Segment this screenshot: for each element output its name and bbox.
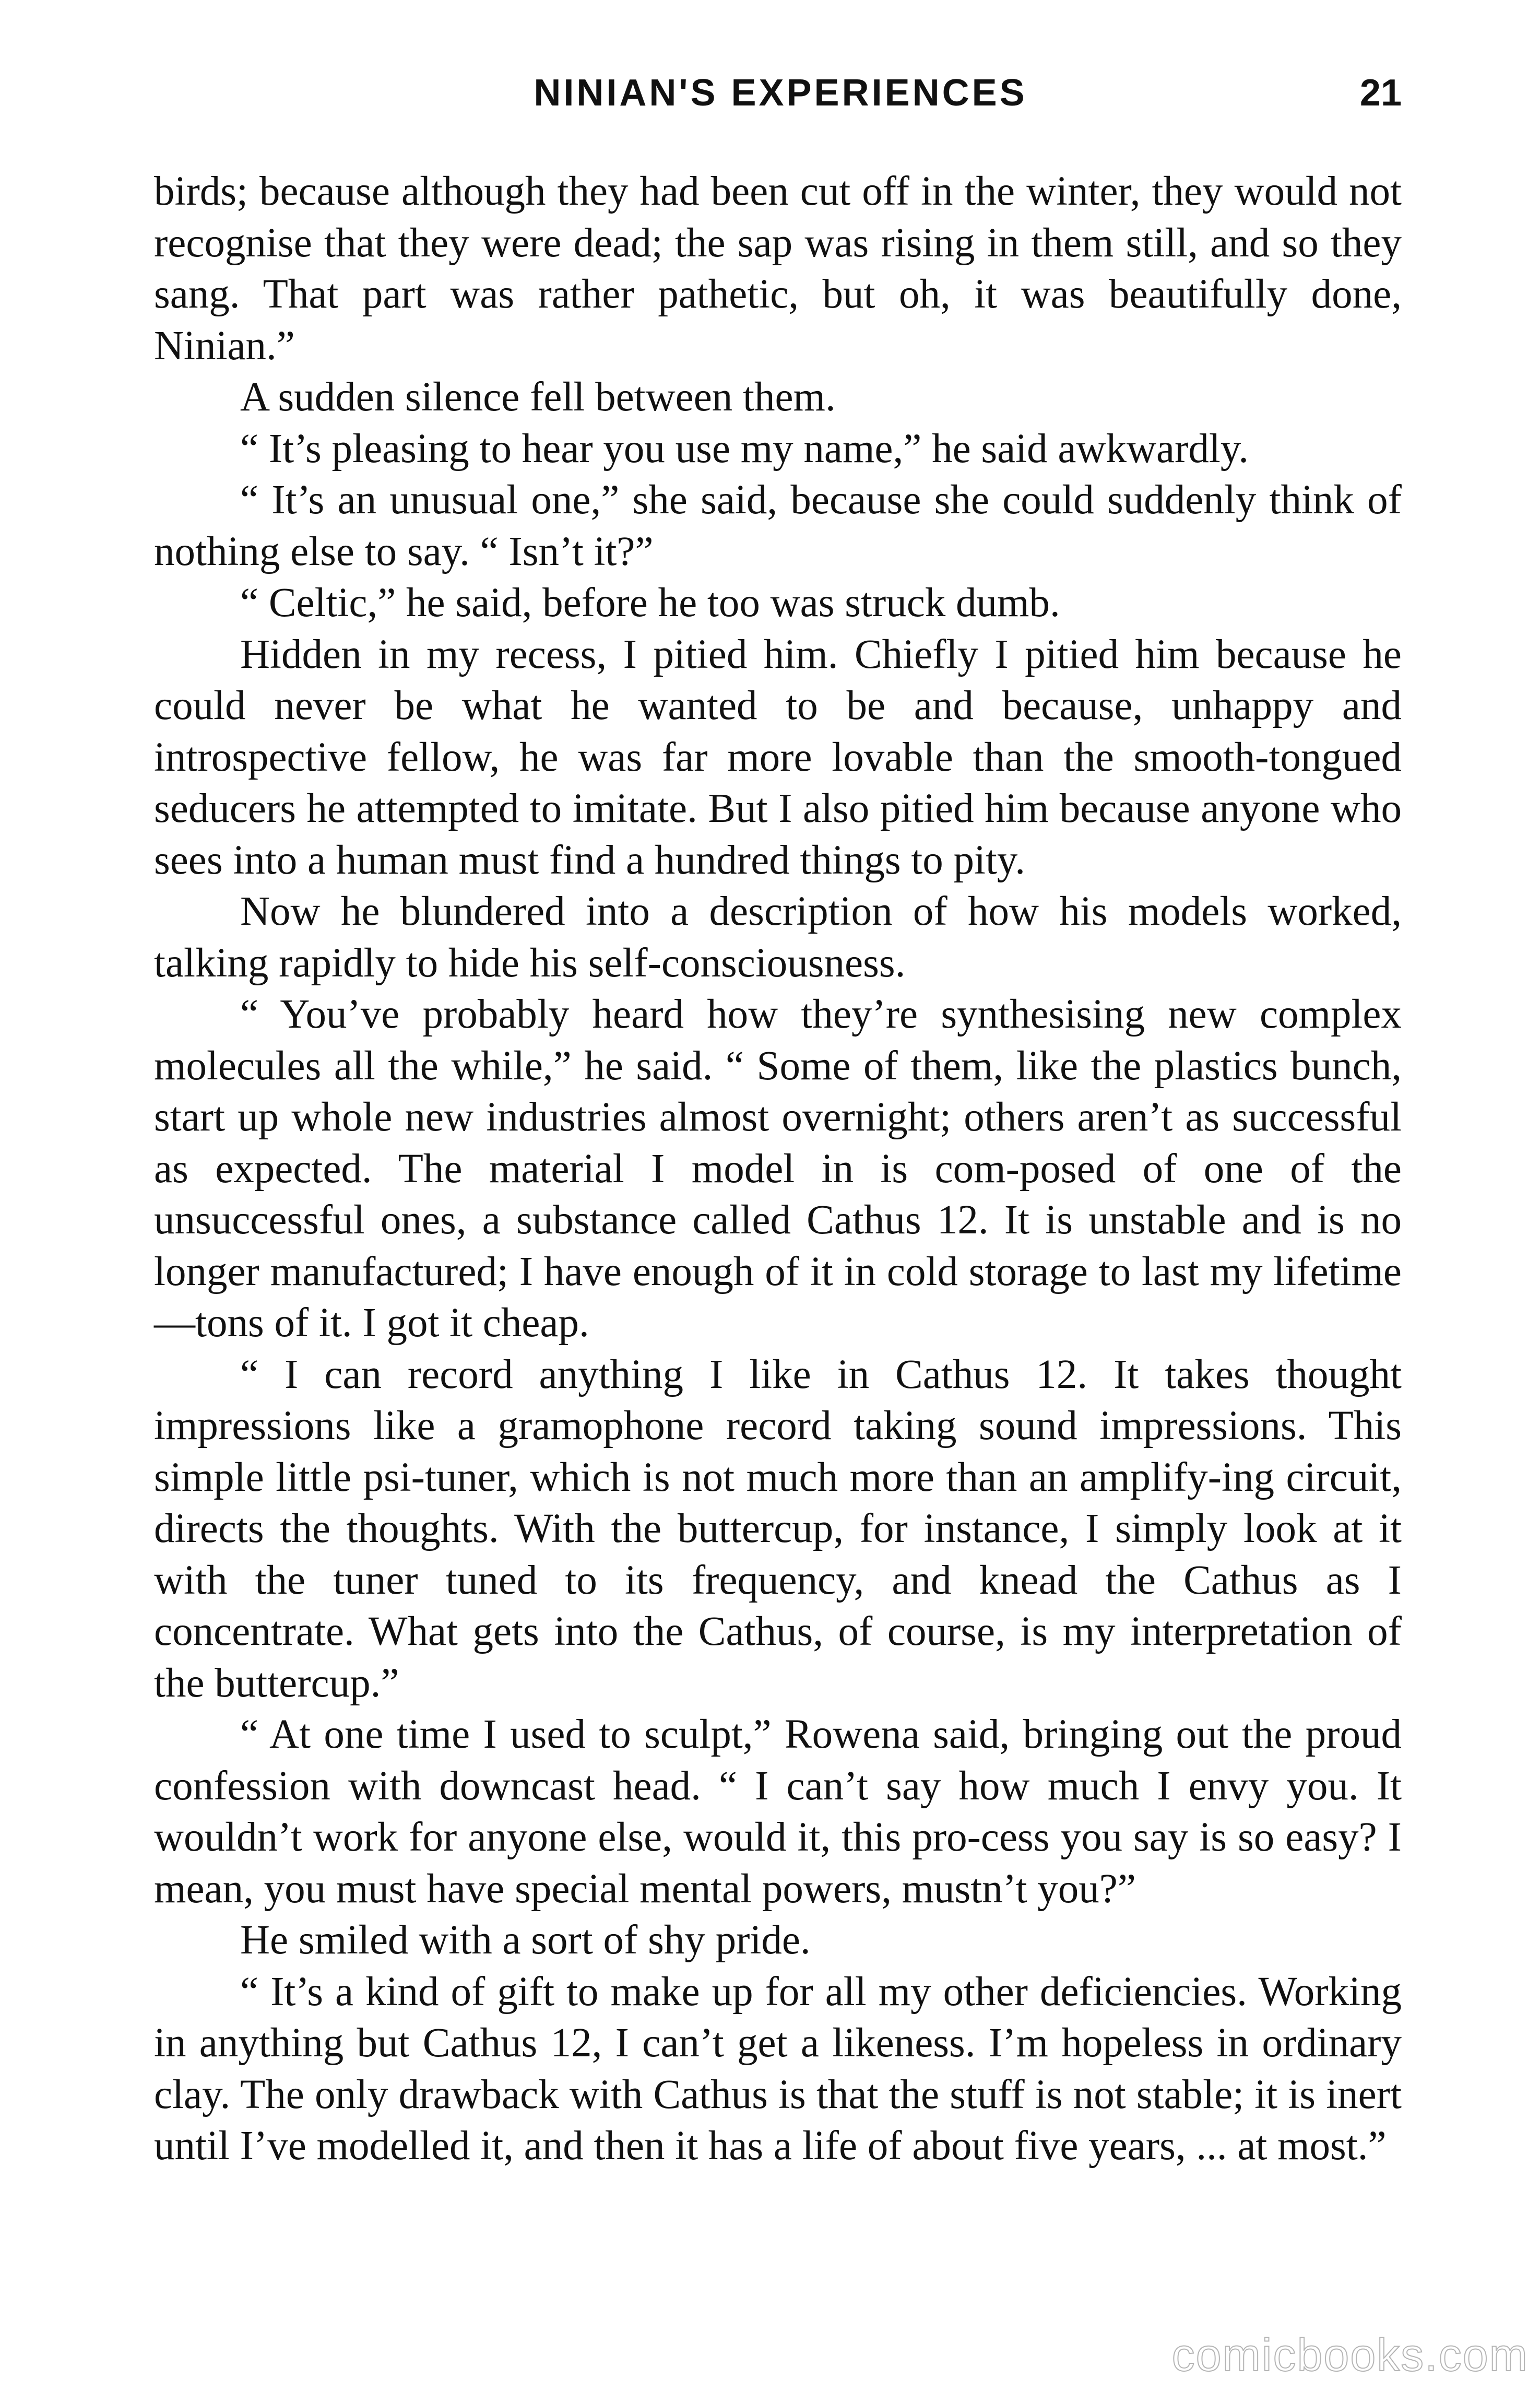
watermark: comicbooks.com [1171, 2329, 1529, 2381]
running-title: NINIAN'S EXPERIENCES [534, 72, 1027, 114]
paragraph: He smiled with a sort of shy pride. [240, 1917, 811, 1963]
running-head [154, 67, 1407, 124]
body-text [154, 166, 1402, 2172]
paragraph: “ At one time I used to sculpt,” Rowena said, bringing out the proud confession with downcast head. “ I can’t say how much I envy you. It wouldn’t work for anyone else, would it, this pro-cess you say is so easy? I mean, you must have special mental powers, mustn’t you?” [154, 1712, 1402, 1912]
paragraph: A sudden silence fell between them. [240, 374, 836, 420]
paragraph: “ It’s an unusual one,” she said, because she could suddenly think of nothing else to say. “ Isn’t it?” [154, 477, 1402, 574]
paragraph: “ It’s pleasing to hear you use my name,” he said awkwardly. [240, 426, 1249, 472]
paragraph: “ I can record anything I like in Cathus 12. It takes thought impressions like a gramophone record taking sound impressions. This simple little psi-tuner, which is not much more than an amplify-ing circuit, directs the thoughts. With the buttercup, for instance, I simply look at it with the tuner tuned to its frequency, and knead the Cathus as I concentrate. What gets into the Cathus, of course, is my interpretation of the buttercup.” [154, 1351, 1402, 1706]
paragraph: Hidden in my recess, I pitied him. Chiefly I pitied him because he could never be what he wanted to be and because, unhappy and introspective fellow, he was far more lovable than the smooth-tongued seducers he attempted to imitate. But I also pitied him because anyone who sees into a human must find a hundred things to pity. [154, 631, 1402, 883]
paragraph: “ Celtic,” he said, before he too was struck dumb. [240, 580, 1060, 626]
page-number: 21 [1359, 72, 1402, 114]
paragraph: Now he blundered into a description of how his models worked, talking rapidly to hide his self-consciousness. [154, 889, 1402, 986]
paragraph: birds; because although they had been cut off in the winter, they would not recognise that they were dead; the sap was rising in them still, and so they sang. That part was rather pathetic, but oh, it was beautifully done, Ninian.” [154, 169, 1402, 369]
paragraph: “ It’s a kind of gift to make up for all my other deficiencies. Working in anything but Cathus 12, I can’t get a likeness. I’m hopeless in ordinary clay. The only drawback with Cathus is that the stuff is not stable; it is inert until I’ve modelled it, and then it has a life of about five years, ... at most.” [154, 1969, 1402, 2169]
paragraph: “ You’ve probably heard how they’re synthesising new complex molecules all the while,” he said. “ Some of them, like the plastics bunch, start up whole new industries almost overnight; others aren’t as successful as expected. The material I model in is com-posed of one of the unsuccessful ones, a substance called Cathus 12. It is unstable and is no longer manufactured; I have enough of it in cold storage to last my lifetime—tons of it. I got it cheap. [154, 992, 1402, 1346]
